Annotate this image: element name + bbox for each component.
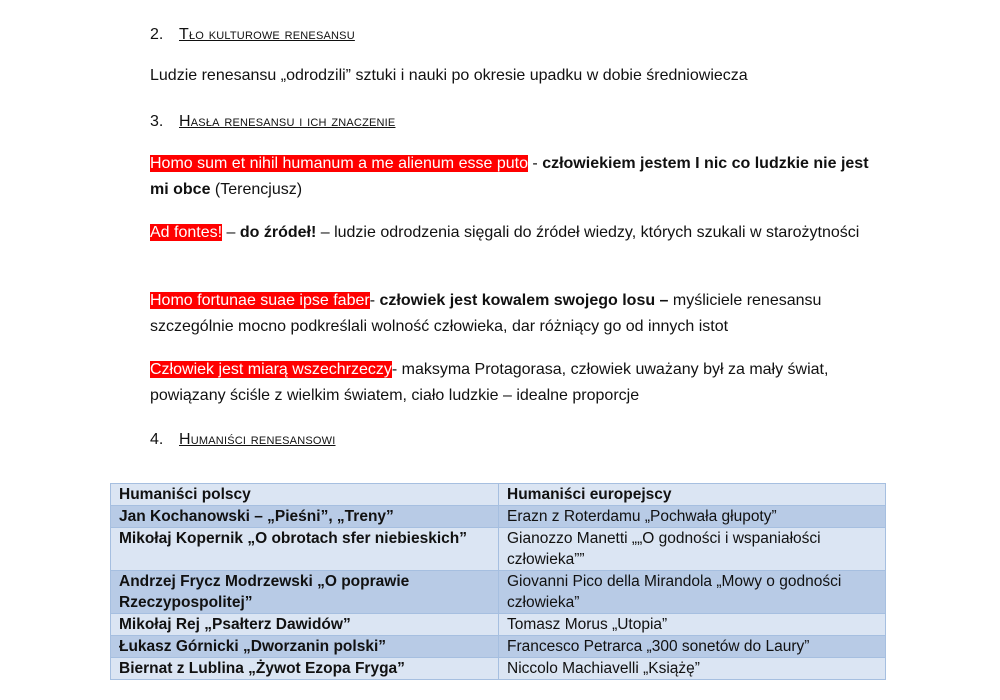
section-heading-2	[150, 25, 355, 45]
european-humanist-cell: Tomasz Morus „Utopia”	[499, 614, 886, 636]
european-humanist-cell: Niccolo Machiavelli „Książę”	[499, 658, 886, 680]
table-row	[111, 506, 886, 528]
european-humanist-cell: Erazn z Roterdamu „Pochwała głupoty”	[499, 506, 886, 528]
section-heading-3	[150, 112, 395, 132]
motto-explanation: - maksyma Protagorasa, człowiek uważany był za mały świat, powiązany ściśle z wielkim światem, ciało ludzkie – idealne proporcje	[150, 361, 829, 404]
table-row	[111, 571, 886, 614]
polish-humanist-cell: Andrzej Frycz Modrzewski „O poprawie Rzeczypospolitej”	[111, 571, 499, 614]
european-humanist-cell: Gianozzo Manetti „„O godności i wspaniałości człowieka””	[499, 528, 886, 571]
section-heading-4	[150, 430, 336, 450]
motto-translation: człowiekiem jestem I nic co ludzkie nie jest mi obce	[150, 155, 869, 198]
section-title: Humaniści renesansowi	[179, 431, 336, 448]
european-humanist-cell: Francesco Petrarca „300 sonetów do Laury”	[499, 636, 886, 658]
motto-latin-highlight: Homo fortunae suae ipse faber	[150, 292, 370, 309]
column-header-polish: Humaniści polscy	[111, 484, 499, 506]
motto-paragraph	[150, 288, 880, 340]
table-row	[111, 658, 886, 680]
motto-explanation: – ludzie odrodzenia sięgali do źródeł wiedzy, których szukali w starożytności	[316, 224, 860, 241]
motto-paragraph	[150, 151, 880, 203]
motto-latin-highlight: Homo sum et nihil humanum a me alienum esse puto	[150, 155, 528, 172]
polish-humanist-cell: Jan Kochanowski – „Pieśni”, „Treny”	[111, 506, 499, 528]
section-title: Tło kulturowe renesansu	[179, 26, 355, 43]
section-number: 3.	[150, 113, 164, 130]
section-2-paragraph: Ludzie renesansu „odrodzili” sztuki i nauki po okresie upadku w dobie średniowiecza	[150, 67, 748, 84]
table-row	[111, 636, 886, 658]
motto-explanation: myśliciele renesansu szczególnie mocno podkreślali wolność człowieka, dar różniący go od innych istot	[150, 292, 822, 335]
motto-latin-highlight: Ad fontes!	[150, 224, 223, 241]
polish-humanist-cell: Łukasz Górnicki „Dworzanin polski”	[111, 636, 499, 658]
section-number: 2.	[150, 26, 164, 43]
motto-latin-highlight: Człowiek jest miarą wszechrzeczy	[150, 361, 392, 378]
motto-translation: do źródeł!	[239, 224, 317, 241]
table-row	[111, 528, 886, 571]
section-title: Hasła renesansu i ich znaczenie	[179, 113, 396, 130]
section-number: 4.	[150, 431, 164, 448]
table-row	[111, 614, 886, 636]
european-humanist-cell: Giovanni Pico della Mirandola „Mowy o godności człowieka”	[499, 571, 886, 614]
polish-humanist-cell: Biernat z Lublina „Żywot Ezopa Fryga”	[111, 658, 499, 680]
motto-separator: -	[369, 292, 380, 309]
polish-humanist-cell: Mikołaj Kopernik „O obrotach sfer niebieskich”	[111, 528, 499, 571]
motto-paragraph	[150, 220, 880, 246]
motto-explanation: (Terencjusz)	[210, 181, 303, 198]
table-header-row	[111, 484, 886, 506]
polish-humanist-cell: Mikołaj Rej „Psałterz Dawidów”	[111, 614, 499, 636]
column-header-european: Humaniści europejscy	[499, 484, 886, 506]
motto-paragraph	[150, 357, 880, 409]
motto-translation: człowiek jest kowalem swojego losu –	[379, 292, 669, 309]
motto-separator: -	[527, 155, 543, 172]
motto-separator: –	[222, 224, 240, 241]
humanists-table	[110, 483, 886, 680]
